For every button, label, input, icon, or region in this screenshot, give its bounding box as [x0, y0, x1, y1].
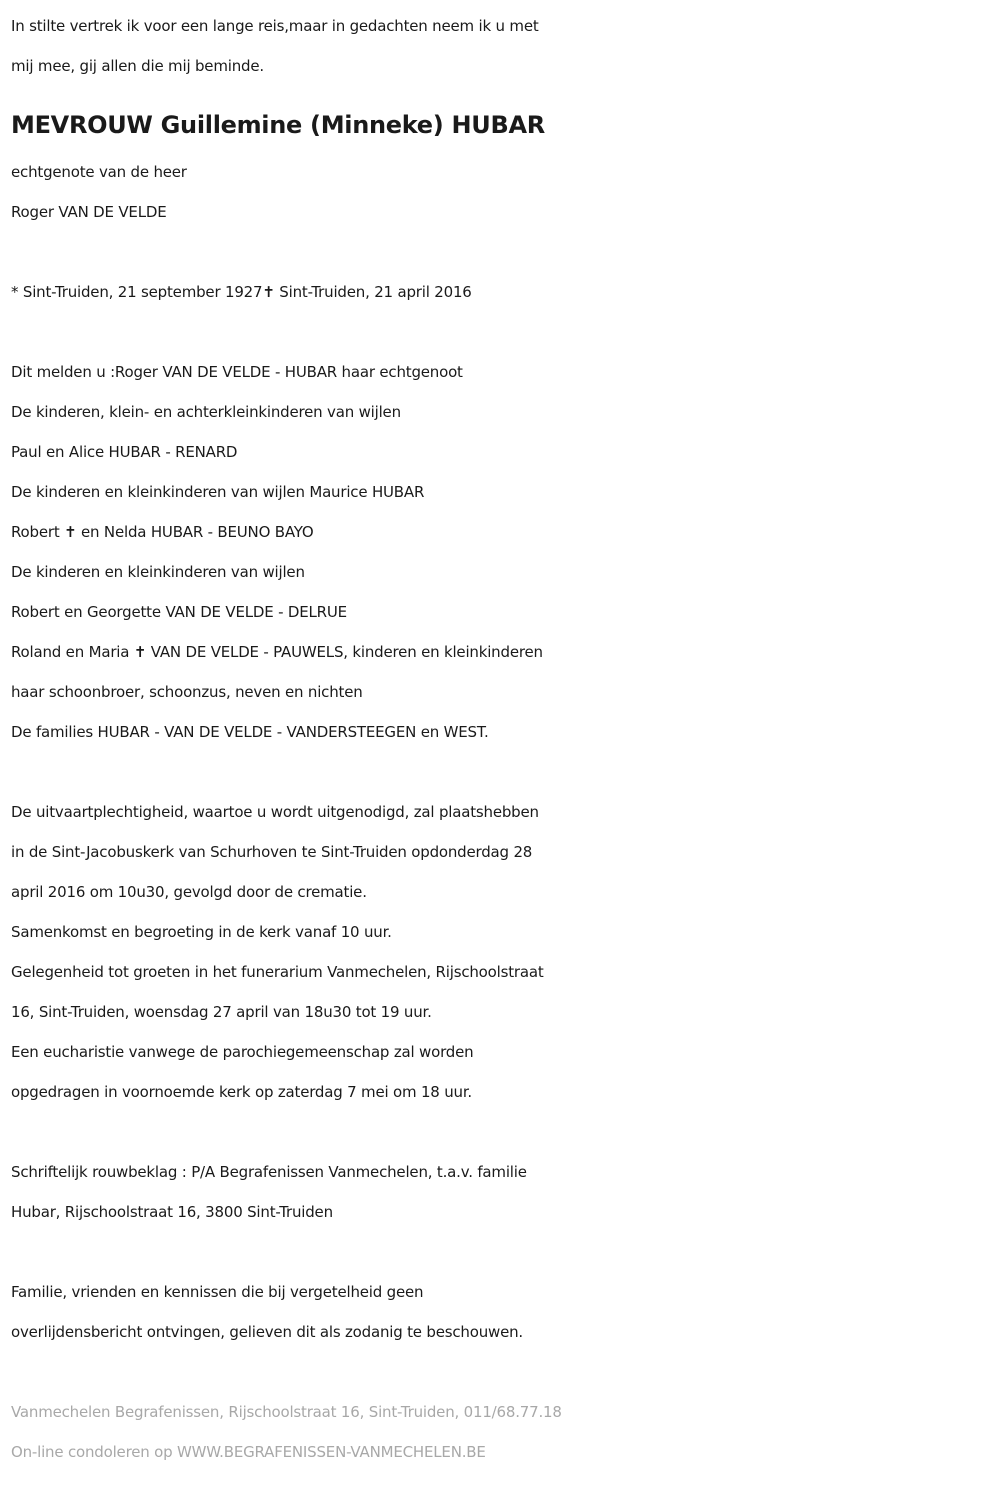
spouse-line: Roger VAN DE VELDE: [11, 203, 167, 221]
family-line: Robert ✝ en Nelda HUBAR - BEUNO BAYO: [11, 523, 314, 541]
family-line: Roland en Maria ✝ VAN DE VELDE - PAUWELS, kinderen en kleinkinderen: [11, 643, 543, 661]
ceremony-line: 16, Sint-Truiden, woensdag 27 april van 18u30 tot 19 uur.: [11, 1003, 432, 1021]
family-line: haar schoonbroer, schoonzus, neven en nichten: [11, 683, 363, 701]
spouse-line: echtgenote van de heer: [11, 163, 187, 181]
deceased-name: MEVROUW Guillemine (Minneke) HUBAR: [11, 111, 545, 139]
ceremony-line: De uitvaartplechtigheid, waartoe u wordt uitgenodigd, zal plaatshebben: [11, 803, 539, 821]
closing-line: Familie, vrienden en kennissen die bij vergetelheid geen: [11, 1283, 424, 1301]
footer: [11, 1392, 996, 1472]
family-line: Paul en Alice HUBAR - RENARD: [11, 443, 238, 461]
family-line: De families HUBAR - VAN DE VELDE - VANDERSTEEGEN en WEST.: [11, 723, 489, 741]
ceremony-line: opgedragen in voornoemde kerk op zaterdag 7 mei om 18 uur.: [11, 1083, 472, 1101]
ceremony-line: Gelegenheid tot groeten in het funerarium Vanmechelen, Rijschoolstraat: [11, 963, 544, 981]
condolence-address-line: Schriftelijk rouwbeklag : P/A Begrafenissen Vanmechelen, t.a.v. familie: [11, 1163, 527, 1181]
closing-line: overlijdensbericht ontvingen, gelieven dit als zodanig te beschouwen.: [11, 1323, 523, 1341]
family-line: De kinderen en kleinkinderen van wijlen: [11, 563, 305, 581]
ceremony-line: Samenkomst en begroeting in de kerk vanaf 10 uur.: [11, 923, 392, 941]
family-line: Dit melden u :Roger VAN DE VELDE - HUBAR haar echtgenoot: [11, 363, 463, 381]
footer-website: On-line condoleren op WWW.BEGRAFENISSEN-VANMECHELEN.BE: [11, 1443, 486, 1461]
ceremony-line: in de Sint-Jacobuskerk van Schurhoven te Sint-Truiden opdonderdag 28: [11, 843, 533, 861]
birth-death-dates: * Sint-Truiden, 21 september 1927✝ Sint-Truiden, 21 april 2016: [11, 283, 472, 301]
condolence-address-line: Hubar, Rijschoolstraat 16, 3800 Sint-Truiden: [11, 1203, 333, 1221]
family-line: Robert en Georgette VAN DE VELDE - DELRUE: [11, 603, 347, 621]
family-line: De kinderen, klein- en achterkleinkinderen van wijlen: [11, 403, 401, 421]
ceremony-line: Een eucharistie vanwege de parochiegemeenschap zal worden: [11, 1043, 474, 1061]
footer-contact: Vanmechelen Begrafenissen, Rijschoolstraat 16, Sint-Truiden, 011/68.77.18: [11, 1403, 562, 1421]
motto-line: In stilte vertrek ik voor een lange reis,maar in gedachten neem ik u met: [11, 17, 539, 35]
motto-line: mij mee, gij allen die mij beminde.: [11, 57, 264, 75]
ceremony-line: april 2016 om 10u30, gevolgd door de crematie.: [11, 883, 367, 901]
death-notice: [11, 0, 996, 1472]
family-line: De kinderen en kleinkinderen van wijlen Maurice HUBAR: [11, 483, 425, 501]
